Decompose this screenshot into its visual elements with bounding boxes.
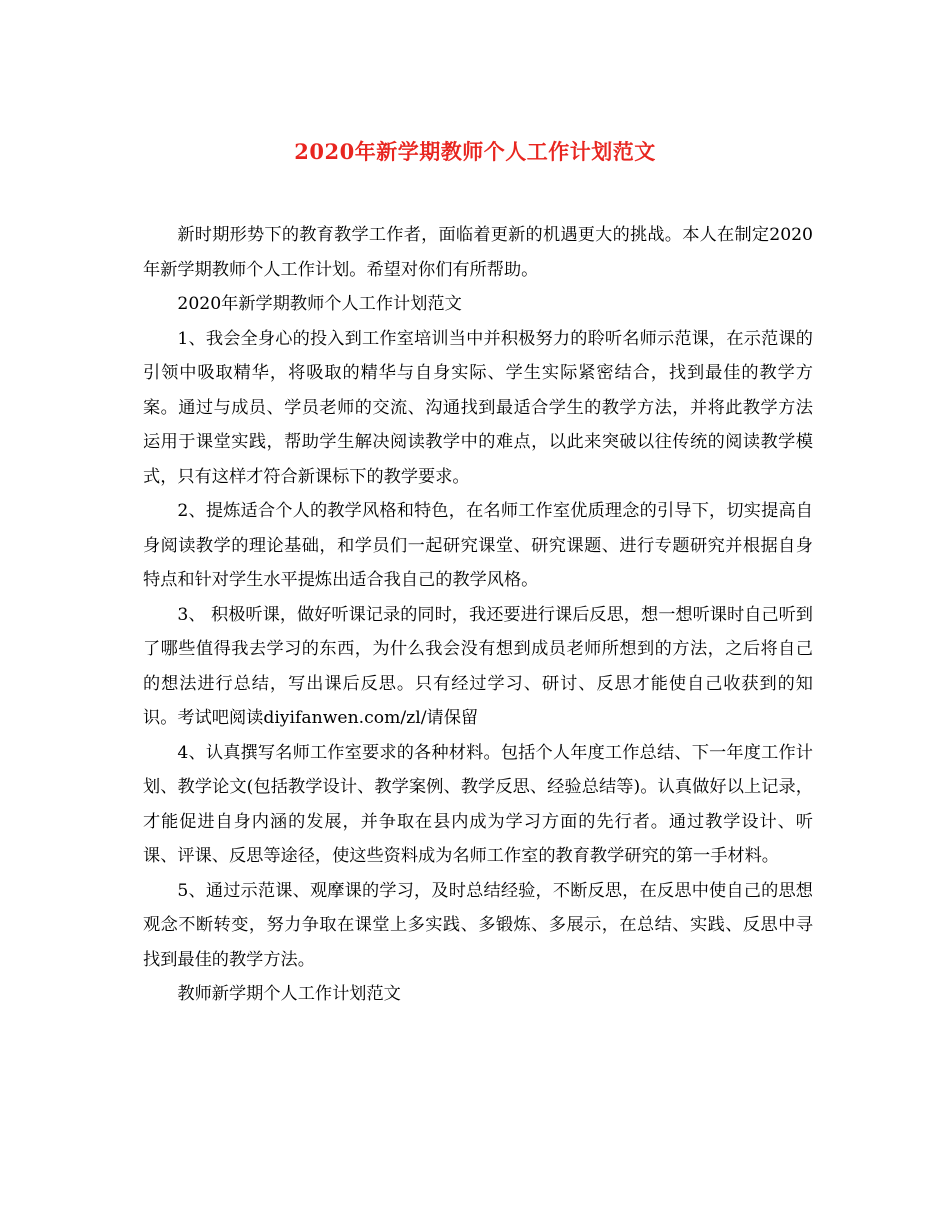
- paragraph-intro: 新时期形势下的教育教学工作者，面临着更新的机遇更大的挑战。本人在制定2020年新学期教师个人工作计划。希望对你们有所帮助。: [143, 225, 813, 280]
- paragraph-item-4: 4、认真撰写名师工作室要求的各种材料。包括个人年度工作总结、下一年度工作计划、教学论文(包括教学设计、教学案例、教学反思、经验总结等)。认真做好以上记录，才能促进自身内涵的发展，并争取在县内成为学习方面的先行者。通过教学设计、听课、评课、反思等途径，使这些资料成为名师工作室的教育教学研究的第一手材料。: [143, 742, 813, 866]
- paragraph-subheading: 2020年新学期教师个人工作计划范文: [177, 294, 462, 314]
- paragraph-item-2: 2、提炼适合个人的教学风格和特色，在名师工作室优质理念的引导下，切实提高自身阅读教学的理论基础，和学员们一起研究课堂、研究课题、进行专题研究并根据自身特点和针对学生水平提炼出适合我自己的教学风格。: [143, 501, 813, 590]
- paragraph-item-5: 5、通过示范课、观摩课的学习，及时总结经验，不断反思，在反思中使自己的思想观念不断转变，努力争取在课堂上多实践、多锻炼、多展示，在总结、实践、反思中寻找到最佳的教学方法。: [143, 880, 813, 970]
- paragraph-item-3: 3、 积极听课，做好听课记录的同时，我还要进行课后反思，想一想听课时自己听到了哪些值得我去学习的东西，为什么我会没有想到成员老师所想到的方法，之后将自己的想法进行总结，写出课后反思。只有经过学习、研讨、反思才能使自己收获到的知识。考试吧阅读diyifanwen.com/zl/请保留: [143, 604, 813, 728]
- document-body: [143, 218, 813, 1012]
- paragraph-item-1: 1、我会全身心的投入到工作室培训当中并积极努力的聆听名师示范课，在示范课的引领中吸取精华，将吸取的精华与自身实际、学生实际紧密结合，找到最佳的教学方案。通过与成员、学员老师的交流、沟通找到最适合学生的教学方法，并将此教学方法运用于课堂实践，帮助学生解决阅读教学中的难点，以此来突破以往传统的阅读教学模式，只有这样才符合新课标下的教学要求。: [143, 328, 813, 487]
- page-title: 2020年新学期教师个人工作计划范文: [294, 139, 656, 164]
- paragraph-section-heading: 教师新学期个人工作计划范文: [177, 984, 401, 1004]
